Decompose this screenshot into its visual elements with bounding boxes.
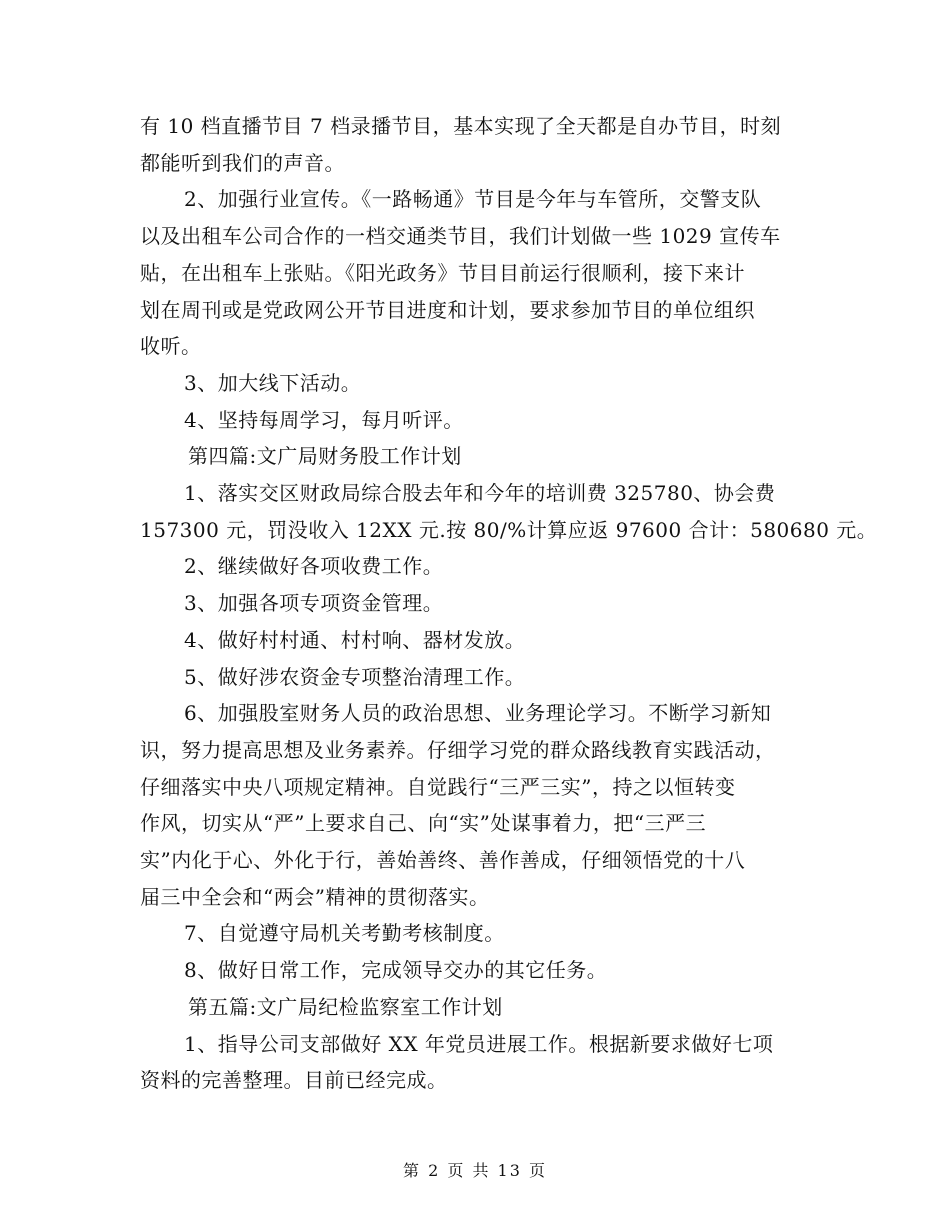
section-heading: 第四篇:文广局财务股工作计划 (188, 444, 462, 469)
paragraph-start: 5、做好涉农资金专项整治清理工作。 (184, 664, 526, 689)
paragraph-start: 4、坚持每周学习，每月听评。 (184, 407, 464, 432)
paragraph-start: 7、自觉遵守局机关考勤考核制度。 (184, 921, 505, 946)
text-line: 划在周刊或是党政网公开节目进度和计划，要求参加节目的单位组织 (140, 297, 755, 322)
text-line: 识，努力提高思想及业务素养。仔细学习党的群众路线教育实践活动， (140, 737, 776, 762)
text-line: 有 10 档直播节目 7 档录播节目，基本实现了全天都是自办节目，时刻 (140, 114, 782, 138)
text-line: 157300 元，罚没收入 12XX 元.按 80/%计算应返 97600 合计：580680 元。 (140, 517, 878, 542)
section-heading: 第五篇:文广局纪检监察室工作计划 (188, 994, 503, 1019)
text-line: 届三中全会和“两会”精神的贯彻落实。 (140, 884, 490, 909)
paragraph-start: 1、落实交区财政局综合股去年和今年的培训费 325780、协会费 (184, 481, 776, 506)
text-line: 仔细落实中央八项规定精神。自觉践行“三严三实”，持之以恒转变 (140, 774, 736, 799)
paragraph-start: 4、做好村村通、村村响、器材发放。 (184, 627, 526, 652)
text-line: 以及出租车公司合作的一档交通类节目，我们计划做一些 1029 宣传车 (140, 224, 781, 249)
paragraph-start: 3、加大线下活动。 (184, 370, 362, 395)
text-line: 实”内化于心、外化于行，善始善终、善作善成，仔细领悟党的十八 (140, 848, 746, 873)
document-body (140, 108, 878, 1099)
paragraph-start: 2、加强行业宣传。《一路畅通》节目是今年与车管所，交警支队 (184, 187, 762, 212)
text-line: 收听。 (140, 334, 202, 359)
text-line: 贴，在出租车上张贴。《阳光政务》节目目前运行很顺利，接下来计 (140, 260, 745, 285)
paragraph-start: 2、继续做好各项收费工作。 (184, 554, 444, 579)
paragraph-start: 3、加强各项专项资金管理。 (184, 591, 444, 616)
text-line: 作风，切实从“严”上要求自己、向“实”处谋事着力，把“三严三 (140, 811, 707, 836)
page-number-footer: 第 2 页 共 13 页 (403, 1161, 547, 1180)
text-line: 都能听到我们的声音。 (140, 150, 345, 175)
paragraph-start: 6、加强股室财务人员的政治思想、业务理论学习。不断学习新知 (184, 701, 772, 726)
text-line: 资料的完善整理。目前已经完成。 (140, 1068, 448, 1093)
paragraph-start: 8、做好日常工作，完成领导交办的其它任务。 (184, 958, 608, 983)
paragraph-start: 1、指导公司支部做好 XX 年党员进展工作。根据新要求做好七项 (184, 1031, 774, 1056)
